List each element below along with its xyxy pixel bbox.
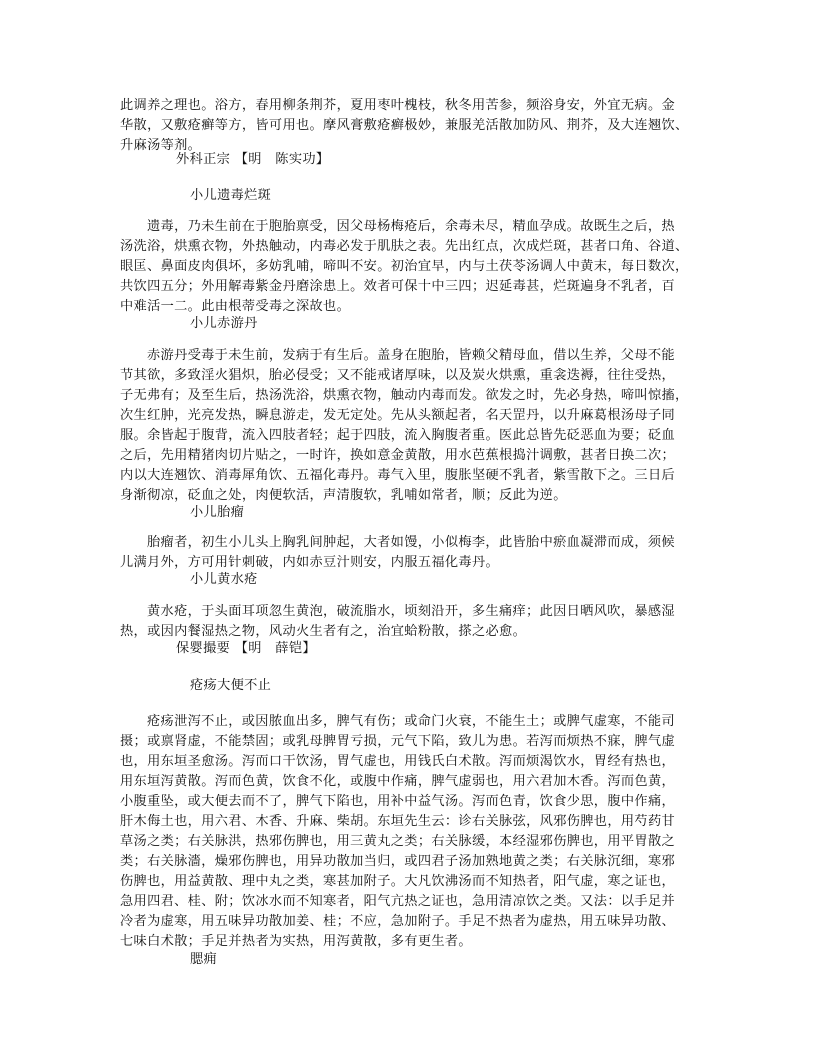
paragraph-1-line-2: 华散，又敷疮癣等方，皆可用也。摩风膏敷疮癣极妙，兼服羌活散加防风、荆芥，及大连翘饮、 xyxy=(120,118,689,133)
paragraph-3-line-1: 赤游丹受毒于未生前，发病于有生后。盖身在胞胎，皆赖父精母血，借以生养，父母不能 xyxy=(147,348,675,363)
paragraph-6-line-5: 小腹重坠，或大便去而不了，脾气下陷也，用补中益气汤。泻而色青，饮食少思，腹中作痛， xyxy=(120,794,676,809)
paragraph-4-line-2: 儿满月外，方可用针刺破，内如赤豆汁则安，内服五福化毒丹。 xyxy=(120,555,500,570)
paragraph-1-line-3: 升麻汤等剂。 xyxy=(120,138,202,153)
section-title-5: 疮疡大便不止 xyxy=(190,678,272,693)
paragraph-6-line-8: 类；右关脉濇，燥邪伤脾也，用异功散加当归，或四君子汤加熟地黄之类；右关脉沉细，寒邪 xyxy=(120,854,676,869)
paragraph-6-line-12: 七味白术散；手足并热者为实热，用泻黄散，多有更生者。 xyxy=(120,934,472,949)
paragraph-5-line-1: 黄水疮，于头面耳项忽生黄泡，破流脂水，顷刻沿开，多生痛痒；此因日晒风吹，暴感湿 xyxy=(147,604,675,619)
paragraph-4-line-1: 胎瘤者，初生小儿头上胸乳间肿起，大者如馒，小似梅李，此皆胎中瘀血凝滞而成，须候 xyxy=(147,535,675,550)
source-citation-2: 保婴撮要 【明 薛铠】 xyxy=(176,641,316,656)
section-title-4: 小儿黄水疮 xyxy=(190,572,258,587)
paragraph-2-line-3: 眼匡、鼻面皮肉俱坏，多妨乳哺，啼叫不安。初治宜早，内与土茯苓汤调人中黄末，每日数次， xyxy=(120,259,689,274)
paragraph-2-line-4: 共饮四五分；外用解毒紫金丹磨涂患上。效者可保十中三四；迟延毒甚，烂斑遍身不乳者，百 xyxy=(120,279,676,294)
paragraph-6-line-11: 冷者为虚寒，用五味异功散加姜、桂；不应，急加附子。手足不热者为虚热，用五味异功散、 xyxy=(120,914,676,929)
source-citation-1: 外科正宗 【明 陈实功】 xyxy=(176,152,330,167)
paragraph-3-line-2: 节其欲，多致淫火猖炽，胎必侵受；又不能戒诸厚味，以及炭火烘熏，重衾迭褥，往往受热， xyxy=(120,368,676,383)
paragraph-6-line-6: 肝木侮土也，用六君、木香、升麻、柴胡。东垣先生云：诊右关脉弦，风邪伤脾也，用芍药甘 xyxy=(120,814,676,829)
paragraph-5-line-2: 热，或因内餐湿热之物，风动火生者有之，治宜蛤粉散，搽之必愈。 xyxy=(120,624,527,639)
paragraph-2-line-1: 遗毒，乃未生前在于胞胎禀受，因父母杨梅疮后，余毒未尽，精血孕成。故既生之后，热 xyxy=(147,219,675,234)
paragraph-6-line-7: 草汤之类；右关脉洪，热邪伤脾也，用三黄丸之类；右关脉缓，本经湿邪伤脾也，用平胃散之 xyxy=(120,834,676,849)
paragraph-6-line-1: 疮疡泄泻不止，或因脓血出多，脾气有伤；或命门火衰，不能生土；或脾气虚寒，不能司 xyxy=(147,714,675,729)
paragraph-6-line-2: 摄；或禀肾虚，不能禁固；或乳母脾胃亏损，元气下陷，致儿为患。若泻而烦热不寐，脾气虚 xyxy=(120,734,676,749)
paragraph-6-line-10: 急用四君、桂、附；饮冰水而不知寒者，阳气亢热之证也，急用清凉饮之类。又法：以手足并 xyxy=(120,894,676,909)
section-title-2: 小儿赤游丹 xyxy=(190,316,258,331)
paragraph-3-line-8: 身渐彻凉，砭血之处，肉便软活，声清腹软，乳哺如常者，顺；反此为逆。 xyxy=(120,488,567,503)
paragraph-3-line-4: 次生红肿，光亮发热，瞬息游走，发无定处。先从头额起者，名天罡丹，以升麻葛根汤母子同 xyxy=(120,408,676,423)
paragraph-3-line-3: 子无弗有；及至生后，热汤洗浴，烘熏衣物，触动内毒而发。欲发之时，先必身热，啼叫惊搐， xyxy=(120,388,689,403)
paragraph-6-line-3: 也，用东垣圣愈汤。泻而口干饮汤，胃气虚也，用钱氏白术散。泻而烦渴饮水，胃经有热也， xyxy=(120,754,676,769)
section-title-1: 小儿遗毒烂斑 xyxy=(190,188,272,203)
paragraph-2-line-5: 中难活一二。此由根蒂受毒之深故也。 xyxy=(120,299,351,314)
paragraph-3-line-6: 之后，先用精猪肉切片贴之，一时许，换如意金黄散，用水芭蕉根捣汁调敷，甚者日换二次； xyxy=(120,448,676,463)
paragraph-2-line-2: 汤洗浴，烘熏衣物，外热触动，内毒必发于肌肤之表。先出红点，次成烂斑，甚者口角、谷道、 xyxy=(120,239,689,254)
paragraph-6-line-4: 用东垣泻黄散。泻而色黄，饮食不化，或腹中作痛，脾气虚弱也，用六君加木香。泻而色黄， xyxy=(120,774,676,789)
paragraph-6-line-9: 伤脾也，用益黄散、理中丸之类，寒甚加附子。大凡饮沸汤而不知热者，阳气虚，寒之证也， xyxy=(120,874,676,889)
section-title-3: 小儿胎瘤 xyxy=(190,505,245,520)
paragraph-3-line-5: 服。余皆起于腹背，流入四肢者轻；起于四肢，流入胸腹者重。医此总皆先砭恶血为要；砭血 xyxy=(120,428,676,443)
paragraph-3-line-7: 内以大连翘饮、消毒犀角饮、五福化毒丹。毒气入里，腹胀坚硬不乳者，紫雪散下之。三日后 xyxy=(120,468,676,483)
section-title-6: 腮痈 xyxy=(190,952,218,967)
paragraph-1-line-1: 此调养之理也。浴方，春用柳条荆芥，夏用枣叶槐枝，秋冬用苦参，频浴身安，外宜无病。金 xyxy=(120,98,676,113)
